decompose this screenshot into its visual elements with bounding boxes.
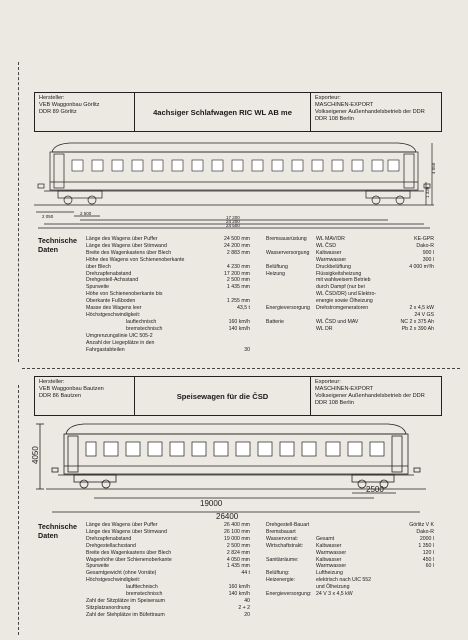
wagon2-drawing <box>30 420 442 520</box>
wagon1-dim-height: 4 050 <box>431 162 436 174</box>
spec-category <box>266 257 316 264</box>
spec-value: 1 435 mm <box>226 284 250 291</box>
wagon2-title: Speisewagen für die ČSD <box>135 377 311 415</box>
spec-category <box>266 277 316 284</box>
spec-value: 24 V GS <box>414 311 434 318</box>
spec-row <box>266 243 434 250</box>
spec-label: Wagenhöhe über Schienenoberkante <box>86 556 172 563</box>
spec-category: Wirtschaftstrakt: <box>266 542 304 549</box>
spec-row <box>86 570 250 577</box>
spec-label: WL ČSD und MAV <box>316 318 359 325</box>
spec-row <box>86 312 250 319</box>
spec-label: Luftheizung <box>316 570 343 577</box>
spec-label: bremstechnisch <box>126 325 163 332</box>
spec-row <box>86 563 250 570</box>
spec-label: Spurweite <box>86 284 110 291</box>
spec-value: 4 000 m³/h <box>409 263 434 270</box>
spec-label <box>316 312 414 319</box>
spec-value: 2000 l <box>419 535 434 542</box>
spec-category: Bremsausrüstung <box>266 236 307 242</box>
spec-row <box>266 557 434 564</box>
spec-row <box>266 543 434 550</box>
spec-label: Länge des Wagens über Puffer <box>86 522 158 528</box>
spec-label: elektrisch nach UIC 552 <box>316 577 372 584</box>
binder-line-top <box>18 62 19 362</box>
spec-label: Breite des Wagenkastens über Blech <box>86 249 172 256</box>
spec-row <box>86 591 250 598</box>
spec-value: 140 km/h <box>228 591 250 598</box>
wagon1-dim-2: 2 500 <box>80 211 92 216</box>
spec-value: 2 500 mm <box>226 277 250 284</box>
spec-category: Belüftung <box>266 263 288 270</box>
spec-row <box>266 563 434 570</box>
spec-label: laufttechnisch <box>126 584 158 591</box>
spec-label: Druckbelüftung <box>316 263 351 270</box>
spec-value: 60 l <box>425 563 434 570</box>
spec-row <box>86 536 250 543</box>
spec-row <box>86 277 250 284</box>
spec-value: 43,5 t <box>237 305 250 312</box>
spec-row <box>266 577 434 584</box>
spec-category: Bremsbauart <box>266 528 296 535</box>
spec-label: 24 V 3 x 4,5 kW <box>316 591 353 598</box>
spec-row <box>86 340 250 347</box>
spec-value: 300 l <box>422 256 434 263</box>
spec-label: Oberkante Fußboden <box>86 298 136 305</box>
spec-category <box>266 243 316 250</box>
spec-row <box>266 584 434 591</box>
wagon1-data-left <box>86 236 250 353</box>
wagon1-dim-1: 2 050 <box>42 214 54 219</box>
spec-label: WL MAV/DR <box>316 236 345 242</box>
spec-category: Wasserversorgung <box>266 249 310 256</box>
wagon2-dim-1: 19000 <box>200 499 223 508</box>
spec-row <box>266 298 434 305</box>
spec-value: 2 + 2 <box>238 604 250 611</box>
spec-label: Kaltwasser <box>316 249 342 256</box>
wagon2-dim-height: 4050 <box>31 446 40 464</box>
spec-row <box>266 570 434 577</box>
wagon1-section-label: Technische Daten <box>38 236 78 254</box>
wagon2-manufacturer: Hersteller: VEB Waggonbau Bautzen DDR 86 Bautzen <box>35 377 135 415</box>
spec-category <box>266 312 316 319</box>
spec-row <box>266 326 434 333</box>
spec-row <box>266 250 434 257</box>
spec-label: Flüssigkeitsheizung <box>316 270 362 277</box>
spec-value: 1 435 mm <box>226 563 250 570</box>
spec-category <box>266 298 316 305</box>
spec-label: Spurweite <box>86 563 110 570</box>
spec-value: 26 400 mm <box>224 522 250 528</box>
spec-value: 140 km/h <box>228 325 250 332</box>
wagon2-section-label: Technische Daten <box>38 522 78 540</box>
wagon2-header <box>34 376 442 416</box>
spec-row <box>86 598 250 605</box>
spec-label <box>316 522 409 529</box>
spec-category: Drehgestell-Bauart <box>266 522 310 528</box>
spec-category <box>266 284 316 291</box>
spec-label: Kaltwasser <box>316 542 342 549</box>
spec-category: Heizung <box>266 270 286 277</box>
spec-value: 160 km/h <box>228 318 250 325</box>
spec-value: Dako-R <box>416 528 434 535</box>
spec-row <box>86 584 250 591</box>
spec-label: Warmwasser <box>316 563 347 570</box>
spec-value: 120 l <box>422 549 434 556</box>
spec-value: 4 230 mm <box>226 263 250 270</box>
wagon1-manufacturer: Hersteller: VEB Waggonbau Görlitz DDR 89 Görlitz <box>35 93 135 131</box>
spec-row <box>86 236 250 243</box>
spec-label: Länge des Wagens über Stirnwand <box>86 528 167 535</box>
spec-label: Drehzapfenabstand <box>86 535 132 542</box>
spec-category: Energieversorgung <box>266 305 310 312</box>
spec-label: Anzahl der Liegeplätze in den <box>86 339 155 346</box>
spec-value: 900 l <box>422 249 434 256</box>
spec-value: 160 km/h <box>228 584 250 591</box>
spec-label: bremstechnisch <box>126 591 163 598</box>
spec-value: 24 500 mm <box>224 236 250 242</box>
wagon1-dim-4: 24 200 <box>226 219 240 224</box>
spec-row <box>86 298 250 305</box>
spec-label: WL ČSD/DR) und Elektro- <box>316 291 377 298</box>
spec-label: WL ČSD <box>316 242 336 249</box>
spec-label: WL DR <box>316 325 333 332</box>
spec-label: Fahrgastabteilen <box>86 346 125 353</box>
spec-category: Wasservorrat: <box>266 535 299 542</box>
spec-row <box>86 264 250 271</box>
spec-row <box>266 305 434 312</box>
spec-row <box>86 257 250 264</box>
spec-value: KE-GPR <box>414 236 434 242</box>
spec-row <box>86 529 250 536</box>
spec-value: 450 l <box>422 556 434 563</box>
spec-label: Sitzplatzanordnung <box>86 604 131 611</box>
spec-value: 2 883 mm <box>226 249 250 256</box>
spec-row <box>86 326 250 333</box>
spec-label: Warmwasser <box>316 549 347 556</box>
spec-label: energie sowie Ölheizung <box>316 298 373 305</box>
spec-value: 40 <box>244 597 250 604</box>
spec-row <box>86 305 250 312</box>
spec-row <box>86 291 250 298</box>
spec-value: 30 <box>244 346 250 353</box>
spec-row <box>266 264 434 271</box>
spec-value: 1 255 mm <box>226 298 250 305</box>
spec-label: und Ölheizung <box>316 584 350 591</box>
spec-category <box>266 584 316 591</box>
spec-label: Warmwasser <box>316 256 347 263</box>
spec-row <box>86 284 250 291</box>
wagon1-title: 4achsiger Schlafwagen RIC WL AB me <box>135 93 311 131</box>
spec-label: Länge des Wagens über Puffer <box>86 236 158 242</box>
spec-value: Dako-R <box>416 242 434 249</box>
spec-value: 2 824 mm <box>226 549 250 556</box>
spec-label: Höhe von Schienenoberkante bis <box>86 291 163 298</box>
spec-value: 19 000 mm <box>224 535 250 542</box>
wagon2-data-left <box>86 522 250 619</box>
spec-row <box>266 536 434 543</box>
spec-value: 4 050 mm <box>226 556 250 563</box>
wagon1-dim-height-2: 1 330 <box>425 186 430 198</box>
spec-category: Heizenergie: <box>266 577 296 584</box>
spec-value: Pb 2 x 390 Ah <box>401 325 434 332</box>
spec-label <box>316 529 416 536</box>
wagon1-drawing <box>30 138 442 230</box>
wagon1-header <box>34 92 442 132</box>
spec-label: lauftechnisch <box>126 318 157 325</box>
wagon2-dim-2: 2500 <box>366 485 384 494</box>
wagon1-dim-5: 24 500 <box>226 223 240 228</box>
spec-category <box>266 326 316 333</box>
spec-row <box>86 612 250 619</box>
wagon1-dim-3: 17 200 <box>226 215 240 220</box>
spec-row <box>266 529 434 536</box>
spec-label: Zahl der Stehplätze im Büfettraum <box>86 611 165 618</box>
spec-value: 20 <box>244 611 250 618</box>
spec-label: mit wahlweisem Betrieb <box>316 277 371 284</box>
spec-row <box>86 550 250 557</box>
spec-value: 2 x 4,5 kW <box>409 305 434 312</box>
spec-row <box>86 577 250 584</box>
spec-row <box>86 347 250 354</box>
spec-category: Sanitärräume: <box>266 556 299 563</box>
spec-category <box>266 563 316 570</box>
spec-category: Belüftung: <box>266 570 290 577</box>
spec-label: Höchstgeschwindigkeit: <box>86 311 141 318</box>
spec-category: Energieversorgung: <box>266 591 312 598</box>
spec-row <box>266 277 434 284</box>
spec-value: 17 200 mm <box>224 270 250 277</box>
spec-label: Zahl der Sitzplätze im Speiseraum <box>86 597 165 604</box>
spec-label: Masse des Wagens leer <box>86 305 142 312</box>
spec-label: durch Dampf (nur bei <box>316 284 365 291</box>
spec-label: Drehstromgeneratoren <box>316 305 369 312</box>
wagon2-exporter: Exporteur: MASCHINEN-EXPORT Volkseigener Außenhandelsbetrieb der DDR DDR 108 Berlin <box>315 379 425 406</box>
spec-category <box>266 550 316 557</box>
spec-row <box>86 557 250 564</box>
spec-label: Breite des Wagenkastens über Blech <box>86 549 172 556</box>
wagon1-data-right <box>266 236 434 333</box>
spec-row <box>266 550 434 557</box>
wagon2-data-right <box>266 522 434 598</box>
spec-label: über Blech <box>86 263 111 270</box>
spec-row <box>86 271 250 278</box>
spec-category <box>266 291 316 298</box>
spec-row <box>86 333 250 340</box>
spec-value: NC 2 x 375 Ah <box>400 318 434 325</box>
spec-row <box>266 522 434 529</box>
spec-label: Drehgestellachsstand <box>86 542 136 549</box>
spec-label: Gesamtgewicht (ohne Vorräte) <box>86 570 157 577</box>
spec-row <box>266 312 434 319</box>
spec-label: Drehgestell-Achsstand <box>86 277 139 284</box>
binder-line-bottom <box>18 385 19 635</box>
spec-label: Höchstgeschwindigkeit: <box>86 577 141 584</box>
spec-row <box>266 591 434 598</box>
spec-value: 1 350 l <box>418 542 434 549</box>
spec-row <box>266 271 434 278</box>
spec-row <box>86 543 250 550</box>
spec-row <box>86 250 250 257</box>
spec-label: Gesamt <box>316 535 335 542</box>
spec-label: Drehzapfenabstand <box>86 270 132 277</box>
spec-row <box>266 236 434 243</box>
spec-value: 2 500 mm <box>226 542 250 549</box>
spec-label: Umgrenzungslinie UIC 505-2 <box>86 332 153 339</box>
wagon1-exporter: Exporteur: MASCHINEN-EXPORT Volkseigener Außenhandelsbetrieb der DDR DDR 108 Berlin <box>315 95 425 122</box>
spec-category: Batterie <box>266 318 284 325</box>
spec-value: Görlitz V K <box>409 522 434 528</box>
wagon2-dim-3: 26400 <box>216 512 239 520</box>
spec-value: 26 100 mm <box>224 528 250 535</box>
spec-label: Länge des Wagens über Stirnwand <box>86 242 167 249</box>
spec-row <box>266 257 434 264</box>
spec-value: 44 t <box>241 570 250 577</box>
spec-row <box>86 605 250 612</box>
spec-label: Kaltwasser <box>316 556 342 563</box>
spec-row <box>86 243 250 250</box>
spec-row <box>266 319 434 326</box>
separator-line <box>22 368 460 369</box>
spec-row <box>86 319 250 326</box>
spec-label: Höhe des Wagens von Schienenoberkante <box>86 256 185 263</box>
spec-value: 24 200 mm <box>224 242 250 249</box>
spec-row <box>86 522 250 529</box>
